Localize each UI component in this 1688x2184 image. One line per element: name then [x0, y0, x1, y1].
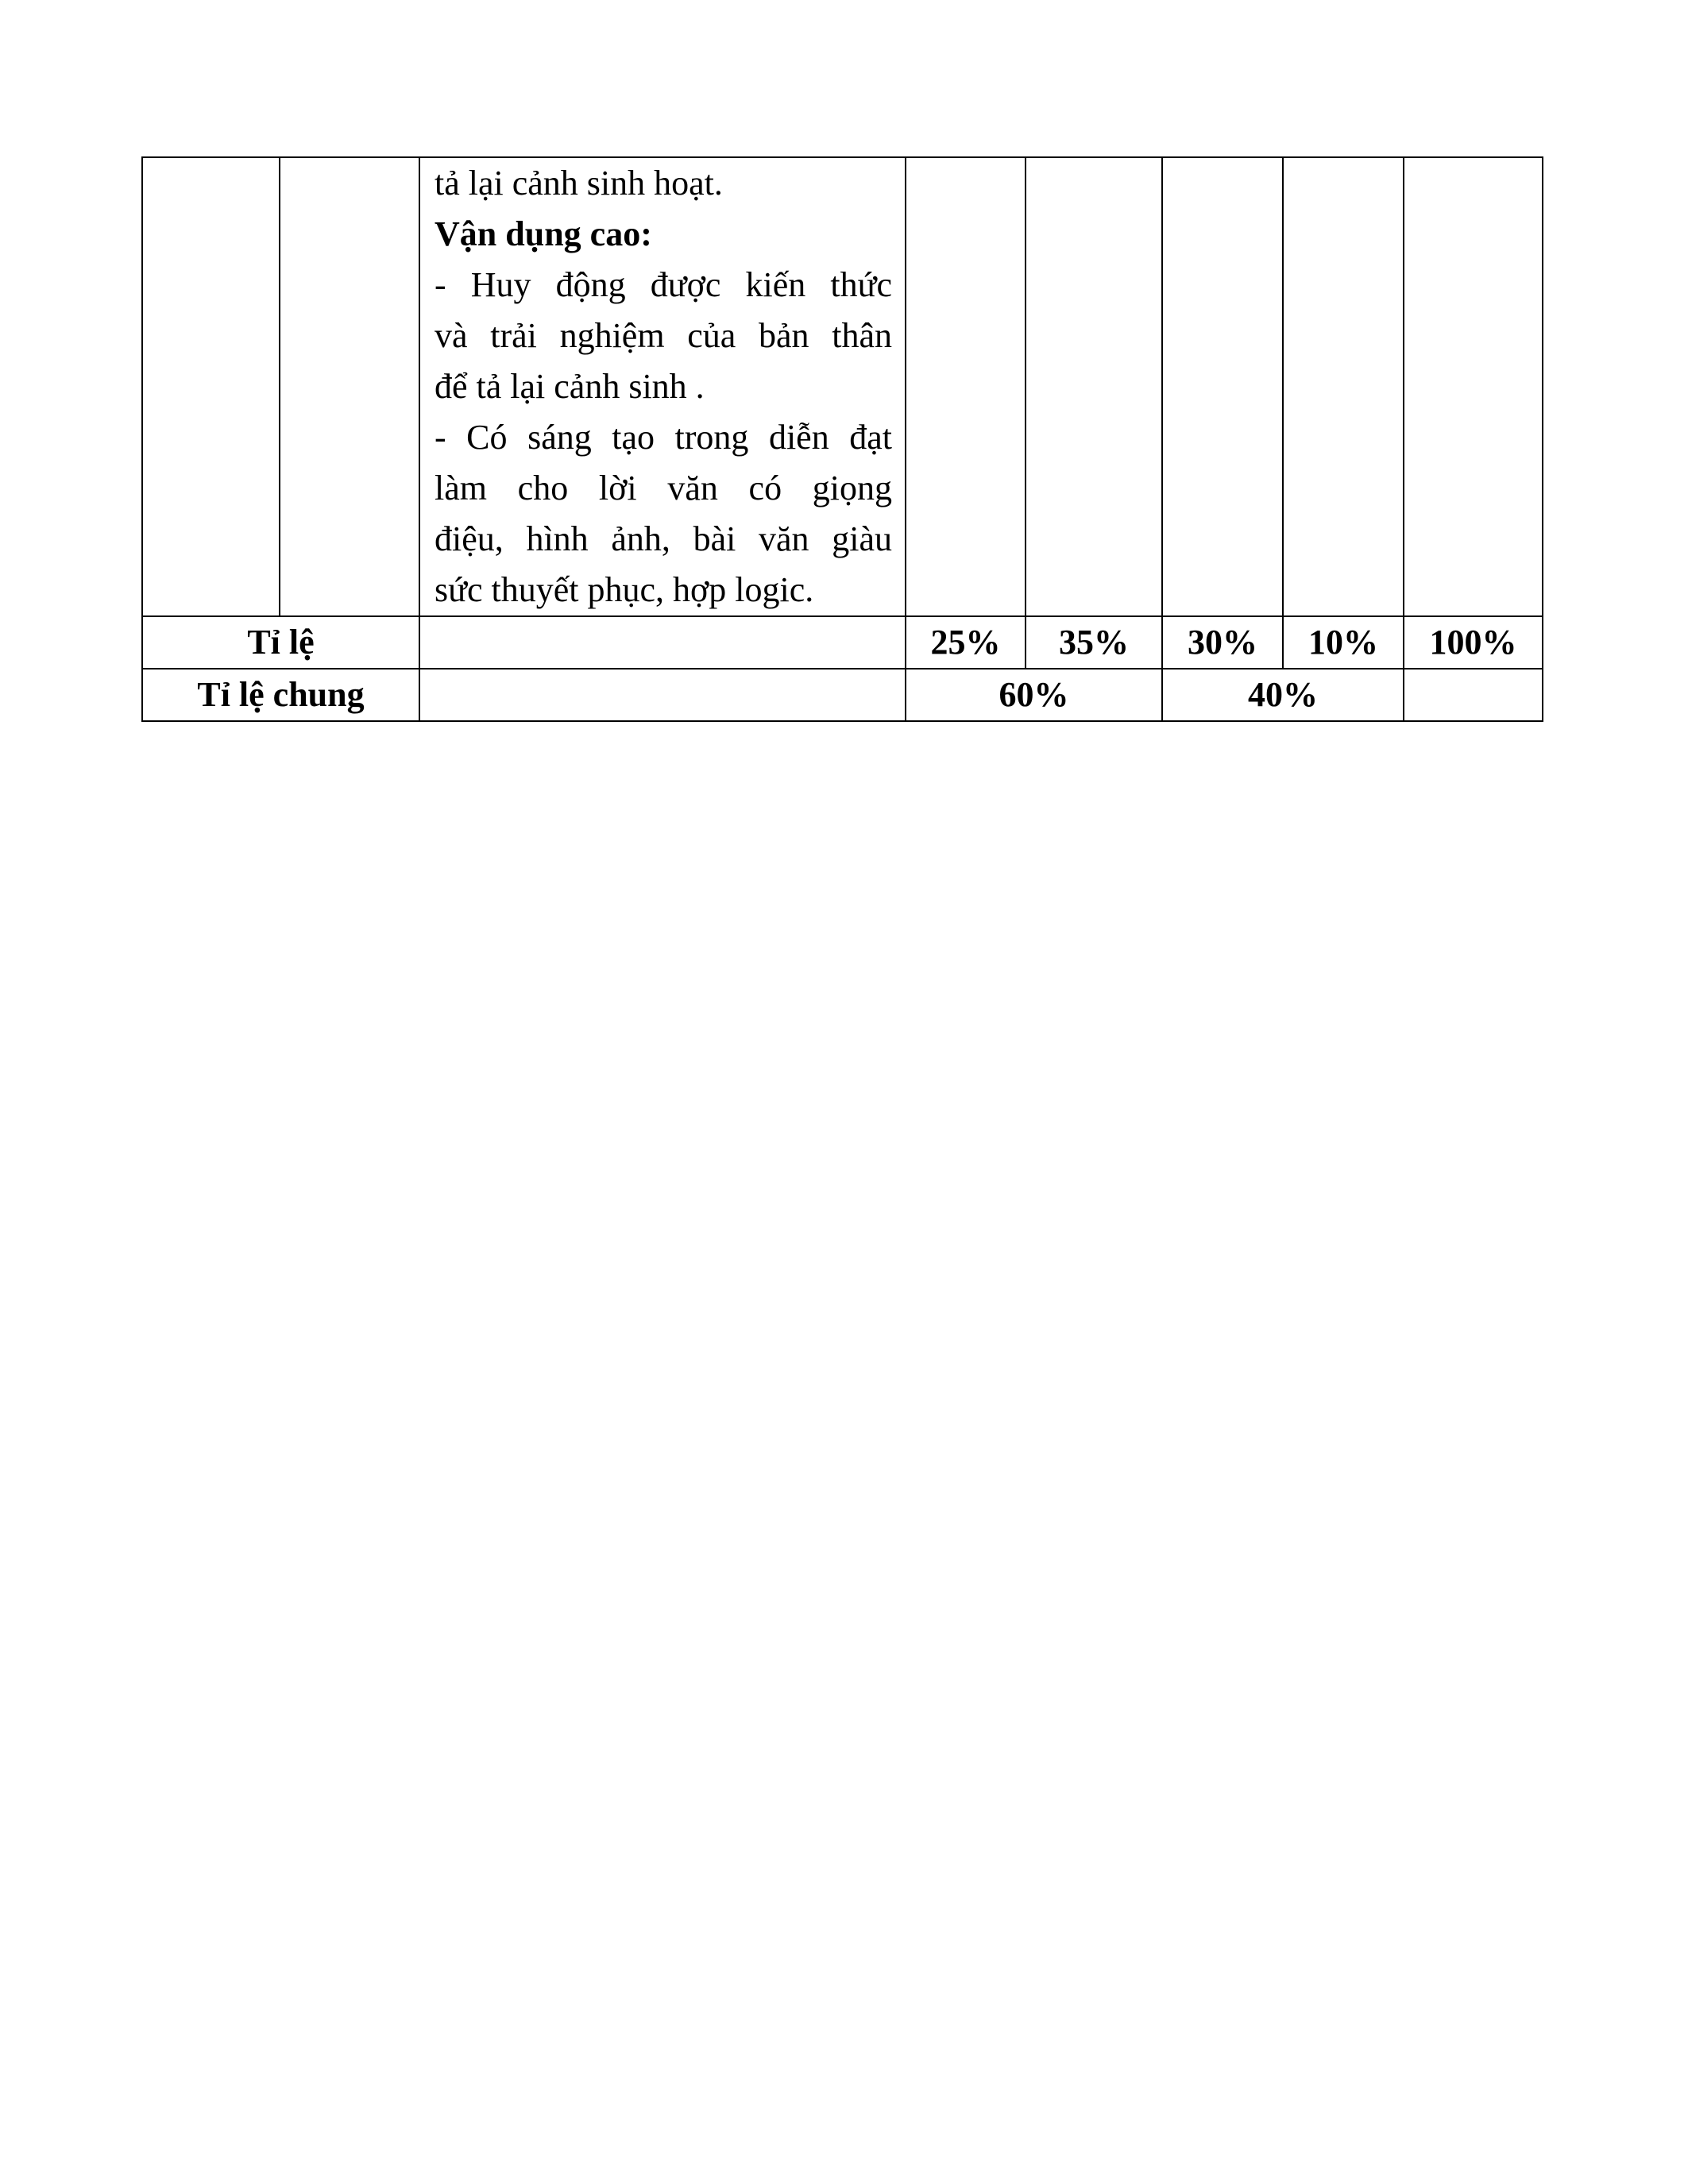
ratio-label: Tỉ lệ	[142, 616, 419, 669]
overall-label: Tỉ lệ chung	[142, 669, 419, 721]
total-value: 100%	[1404, 616, 1543, 669]
criteria-heading: Vận dụng cao:	[435, 214, 652, 253]
empty-cell	[1404, 669, 1543, 721]
content-row	[142, 157, 1543, 616]
criteria-line: điệu, hình ảnh, bài văn giàu	[435, 519, 892, 558]
criteria-line: để tả lại cảnh sinh .	[435, 367, 705, 406]
criteria-line: làm cho lời văn có giọng	[435, 469, 892, 507]
empty-cell	[1162, 157, 1283, 616]
assessment-matrix-table	[141, 156, 1543, 722]
ratio-row	[142, 616, 1543, 669]
empty-cell	[142, 157, 280, 616]
overall-value: 60%	[906, 669, 1162, 721]
empty-cell	[1026, 157, 1162, 616]
ratio-value: 10%	[1283, 616, 1404, 669]
empty-cell	[1404, 157, 1543, 616]
overall-row	[142, 669, 1543, 721]
empty-cell	[419, 669, 906, 721]
empty-cell	[419, 616, 906, 669]
ratio-value: 25%	[906, 616, 1026, 669]
criteria-description-cell	[419, 157, 906, 616]
ratio-value: 35%	[1026, 616, 1162, 669]
empty-cell	[280, 157, 419, 616]
criteria-line: tả lại cảnh sinh hoạt.	[435, 164, 723, 203]
criteria-line: - Huy động được kiến thức	[435, 265, 892, 304]
overall-value: 40%	[1162, 669, 1404, 721]
criteria-line: - Có sáng tạo trong diễn đạt	[435, 418, 892, 457]
criteria-line: sức thuyết phục, hợp logic.	[435, 570, 814, 609]
ratio-value: 30%	[1162, 616, 1283, 669]
empty-cell	[906, 157, 1026, 616]
empty-cell	[1283, 157, 1404, 616]
criteria-line: và trải nghiệm của bản thân	[435, 316, 892, 355]
